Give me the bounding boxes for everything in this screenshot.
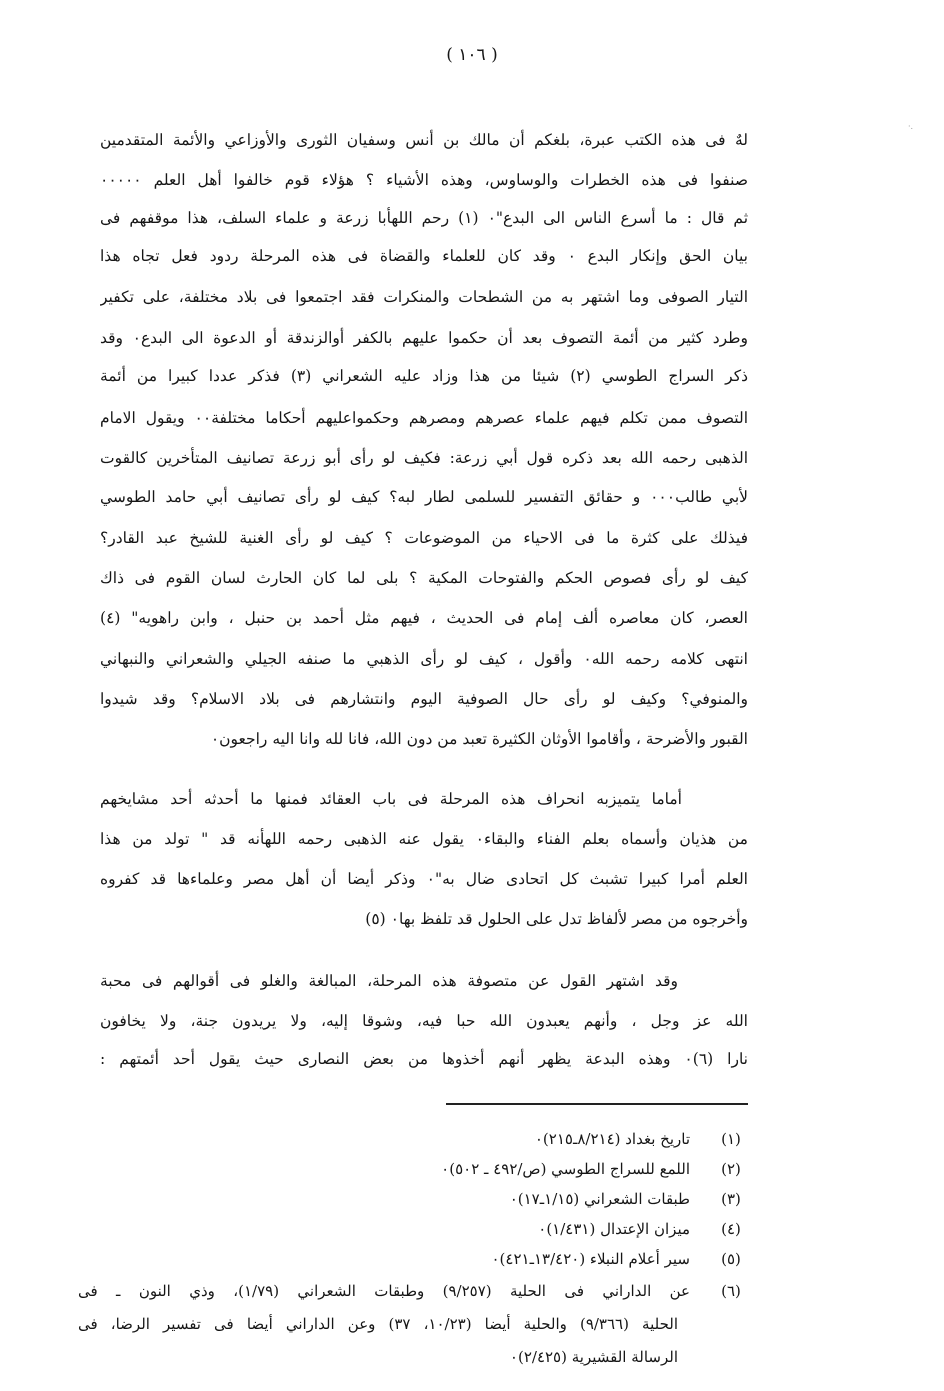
text-line: التصوف ممن تكلم فيهم علماء عصرهم ومصرهم وحكمواعليهم أحكاما مختلفة٠٠ ويقول الامام <box>100 409 748 427</box>
text-line: الله عز وجل ، وأنهم يعبدون الله حبا فيه، وشوقا إليه، ولا يريدون جنة، ولا يخافون <box>100 1012 748 1030</box>
footnote-text: ميزان الإعتدال (١/٤٣١)٠ <box>538 1220 690 1238</box>
text-line: وقد اشتهر القول عن متصوفة هذه المرحلة، المبالغة والغلو فى أقوالهم فى محبة <box>100 972 678 990</box>
footnote-number: (٦) <box>721 1282 741 1300</box>
footnote-number: (٣) <box>721 1190 741 1208</box>
text-line: فيذلك على كثرة ما فى الاحياء من الموضوعات ؟ كيف لو رأى الغنية للشيخ عبد القادر؟ <box>100 529 748 547</box>
footnote-separator <box>446 1103 748 1105</box>
text-line: وأخرجوه من مصر لألفاظ تدل على الحلول قد تلفظ بها٠ (٥) <box>365 910 748 928</box>
footnote-text: طبقات الشعراني (١/١٥ـ١٧)٠ <box>509 1190 690 1208</box>
footnote-number: (١) <box>721 1130 741 1148</box>
text-line: انتهى كلامه رحمه الله٠ وأقول ، كيف لو رأى الذهبي ما صنفه الجيلي والشعراني والنبهاني <box>100 650 748 668</box>
text-line: صنفوا فى هذه الخطرات والوساوس، وهذه الأشياء ؟ هؤلاء قوم خالفوا أهل العلم ٠٠٠٠٠ <box>100 171 748 189</box>
footnote-text: تاريخ بغداد (٨/٢١٤ـ٢١٥)٠ <box>534 1130 690 1148</box>
text-line: التيار الصوفى وما اشتهر به من الشطحات والمنكرات فقد اجتمعوا فى بلاد مختلفة، على تكفير <box>100 288 748 306</box>
text-line: أماما يتميزبه انحراف هذه المرحلة فى باب العقائد فمنها ما أحدثه أحد مشايخهم <box>100 790 682 808</box>
footnote-item <box>100 1217 748 1241</box>
footnote-text: اللمع للسراج الطوسي (ص/٤٩٢ ـ ٥٠٢)٠ <box>441 1160 690 1178</box>
scan-speck: ·. <box>908 122 914 131</box>
text-line: وطرد كثير من أئمة التصوف بعد أن حكموا عليهم بالكفر أوالزندقة أو الدعوة الى البدع٠ وقد <box>100 329 748 347</box>
footnote-text: سير أعلام النبلاء (١٣/٤٢٠ـ٤٢١)٠ <box>491 1250 690 1268</box>
footnote-item <box>100 1157 748 1181</box>
text-line: من هذيان وأسماه بعلم الفناء والبقاء٠ يقول عنه الذهبى رحمه اللهأنه قد " تولد من هذا <box>100 830 748 848</box>
text-line: ثم قال : ما أسرع الناس الى البدع"٠ (١) رحم اللهأبا زرعة و علماء السلف، هذا موقفهم فى <box>100 209 748 227</box>
text-line: القبور والأضرحة ، وأقاموا الأوثان الكثيرة تعبد من دون الله، فانا لله وانا اليه راجعون٠ <box>210 730 748 748</box>
footnote-item <box>100 1127 748 1151</box>
footnote-text: عن الداراني فى الحلية (٩/٢٥٧) وطبقات الشعراني (١/٧٩)، وذي النون ـ فى <box>78 1282 690 1300</box>
footnote-number: (٥) <box>721 1250 741 1268</box>
footnote-item <box>78 1279 748 1303</box>
footnote-number: (٤) <box>721 1220 741 1238</box>
text-line: بيان الحق وإنكار البدع ٠ وقد كان للعلماء والقضاة فى هذه المرحلة ردود فعل تجاه هذا <box>100 247 748 265</box>
footnote-continuation: الرسالة القشيرية (٢/٤٢٥)٠ <box>509 1348 678 1366</box>
text-line: لهٌ فى هذه الكتب عبرة، بلغكم أن مالك بن أنس وسفيان الثورى والأوزاعي والأئمة المتقدمين <box>100 131 748 149</box>
text-line: العلم أمرا كبيرا تشبث كل اتحادى ضال به"٠ وذكر أيضا أن أهل مصر وعلماءها قد كفروه <box>100 870 748 888</box>
footnote-number: (٢) <box>721 1160 741 1178</box>
footnote-continuation: الحلية (٩/٣٦٦) والحلية أيضا (١٠/٢٣، ٣٧) وعن الداراني أيضا فى تفسير الرضا، فى <box>78 1315 678 1333</box>
text-line: ذكر السراج الطوسي (٢) شيئا من هذا وزاد عليه الشعراني (٣) فذكر عددا كبيرا من أئمة <box>100 367 748 385</box>
text-line: الذهبى رحمه الله بعد ذكره قول أبي زرعة: فكيف لو رأى أبو زرعة تصانيف المتأخرين كالقوت <box>100 449 748 467</box>
text-line: العصر، كان معاصره ألف إمام فى الحديث ، فيهم مثل أحمد بن حنبل ، وابن راهويه" (٤) <box>100 609 748 627</box>
text-line: كيف لو رأى فصوص الحكم والفتوحات المكية ؟ بلى لما كان الحارث لسان القوم فى ذاك <box>100 569 748 587</box>
text-line: لأبي طالب٠٠٠ و حقائق التفسير للسلمى لطار لبه؟ كيف لو رأى تصانيف أبي حامد الطوسي <box>100 488 748 506</box>
text-line: والمنوفي؟ وكيف لو رأى حال الصوفية اليوم وانتشارهم فى بلاد الاسلام؟ وقد شيدوا <box>100 690 748 708</box>
text-line: نارا (٦)٠ وهذه البدعة يظهر أنهم أخذوها من بعض النصارى حيث يقول أحد أئمتهم : <box>100 1050 748 1068</box>
footnote-item <box>100 1247 748 1271</box>
footnote-item <box>100 1187 748 1211</box>
page-number: ( ١٠٦ ) <box>446 45 498 65</box>
